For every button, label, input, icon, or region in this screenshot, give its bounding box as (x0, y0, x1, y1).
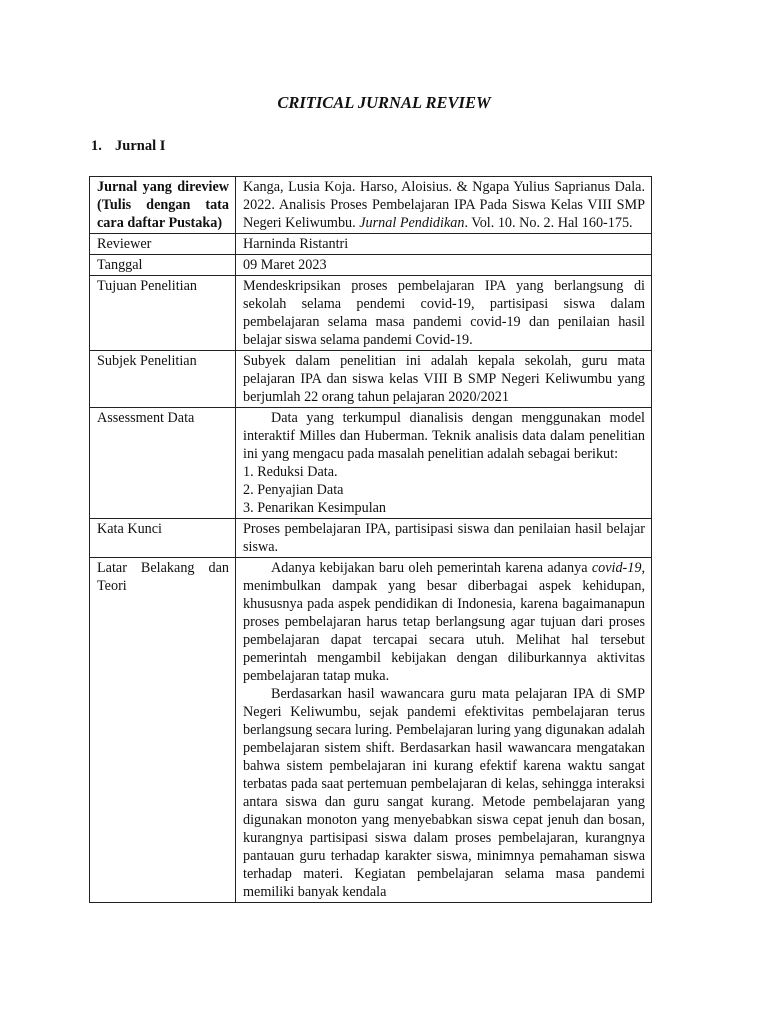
page-title: CRITICAL JURNAL REVIEW (277, 93, 491, 112)
row-label-jurnal: Jurnal yang direview (Tulis dengan tata cara daftar Pustaka) (90, 177, 236, 234)
citation-text: Kanga, Lusia Koja. Harso, Aloisius. & Ngapa Yulius Saprianus Dala. 2022. Analisis Proses Pembelajaran IPA Pada Siswa Kelas VIII SMP Negeri Keliwumbu. (243, 179, 645, 231)
assessment-item: 1. Reduksi Data. (243, 464, 338, 480)
table-row (90, 276, 652, 351)
table-row (90, 408, 652, 519)
citation-journal: Jurnal Pendidikan (359, 215, 465, 231)
section-label: Jurnal I (115, 138, 166, 154)
latar-paragraph-1 (243, 559, 645, 685)
row-value-reviewer: Harninda Ristantri (236, 234, 652, 255)
row-value-tanggal: 09 Maret 2023 (236, 255, 652, 276)
row-label-subjek: Subjek Penelitian (90, 351, 236, 408)
assessment-intro: Data yang terkumpul dianalisis dengan menggunakan model interaktif Milles dan Huberman. Teknik analisis data dalam penelitian ini yang mengacu pada masalah penelitian adalah sebagai berikut: (243, 410, 645, 462)
latar-p1-tail: , menimbulkan dampak yang besar diberbagai aspek kehidupan, khususnya pada aspek pendidikan di Indonesia, karena bagaimanapun proses pembelajaran harus tetap berlangsung agar tujuan dari proses pembelajaran dapat tercapai secara utuh. Melihat hal tersebut pemerintah mengambil kebijakan dengan diliburkannya aktivitas pembelajaran tatap muka. (243, 560, 645, 684)
row-value-assessment (236, 408, 652, 519)
table-row (90, 255, 652, 276)
section-number: 1. (91, 138, 102, 154)
row-label-assessment: Assessment Data (90, 408, 236, 519)
row-label-tujuan: Tujuan Penelitian (90, 276, 236, 351)
table-row (90, 234, 652, 255)
row-label-reviewer: Reviewer (90, 234, 236, 255)
table-row (90, 177, 652, 234)
row-value-latar (236, 558, 652, 903)
review-table (89, 176, 652, 903)
row-label-kata-kunci: Kata Kunci (90, 519, 236, 558)
section-heading (91, 138, 165, 155)
assessment-item: 2. Penyajian Data (243, 482, 344, 498)
latar-p1-italic: covid-19 (591, 560, 642, 576)
row-value-tujuan: Mendeskripsikan proses pembelajaran IPA yang berlangsung di sekolah selama pendemi covid-19, partisipasi siswa dalam pembelajaran selama masa pandemi covid-19 dan penilaian hasil belajar siswa selama pandemi Covid-19. (236, 276, 652, 351)
table-row (90, 519, 652, 558)
table-row (90, 558, 652, 903)
assessment-item: 3. Penarikan Kesimpulan (243, 500, 387, 516)
row-label-latar: Latar Belakang dan Teori (90, 558, 236, 903)
table-row (90, 351, 652, 408)
citation-tail: . Vol. 10. No. 2. Hal 160-175. (464, 215, 633, 231)
row-value-jurnal (236, 177, 652, 234)
latar-p1-text: Adanya kebijakan baru oleh pemerintah karena adanya (271, 560, 592, 576)
row-value-kata-kunci: Proses pembelajaran IPA, partisipasi siswa dan penilaian hasil belajar siswa. (236, 519, 652, 558)
row-value-subjek: Subyek dalam penelitian ini adalah kepala sekolah, guru mata pelajaran IPA dan siswa kelas VIII B SMP Negeri Keliwumbu yang berjumlah 22 orang tahun pelajaran 2020/2021 (236, 351, 652, 408)
latar-paragraph-2: Berdasarkan hasil wawancara guru mata pelajaran IPA di SMP Negeri Keliwumbu, sejak pandemi efektivitas pembelajaran terus berlangsung secara luring. Pembelajaran luring yang digunakan adalah pembelajaran sistem shift. Berdasarkan hasil wawancara mengatakan bahwa sistem pembelajaran ini kurang efektif karena waktu sangat terbatas pada saat pertemuan pembelajaran di kelas, sehingga interaksi antara siswa dan guru sangat kurang. Metode pembelajaran yang digunakan monoton yang menyebabkan siswa cepat jenuh dan bosan, kurangnya partisipasi siswa dalam proses pembelajaran, kurangnya pantauan guru terhadap karakter siswa, minimnya pemahaman siswa terhadap materi. Kegiatan pembelajaran selama masa pandemi memiliki banyak kendala (243, 686, 645, 900)
row-label-tanggal: Tanggal (90, 255, 236, 276)
